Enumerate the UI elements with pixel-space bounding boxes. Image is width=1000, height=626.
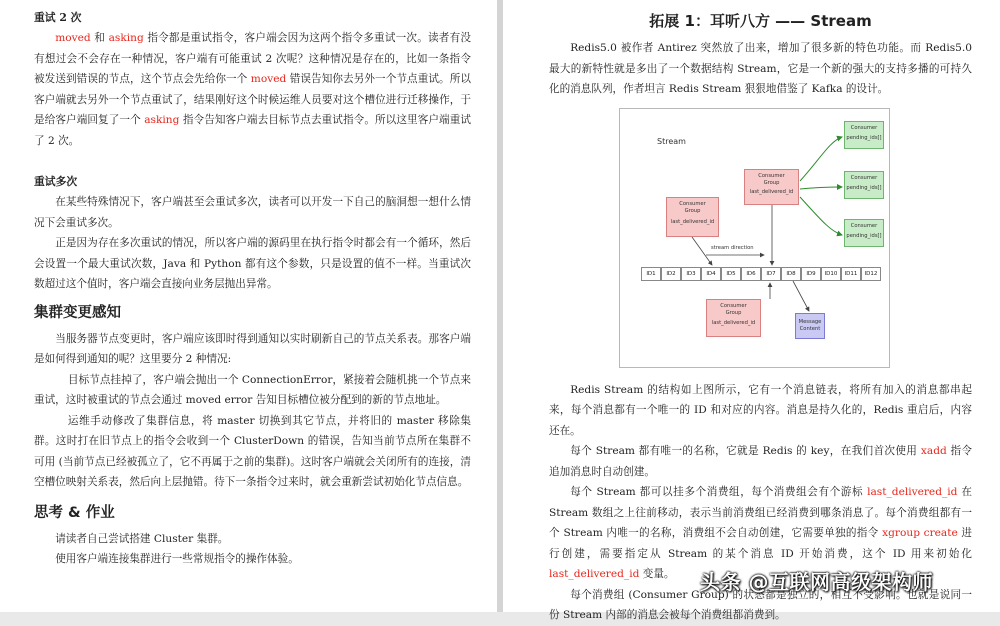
section-title-cluster-change: 集群变更感知	[34, 304, 121, 321]
stream-id-cell: ID7	[761, 267, 781, 281]
paragraph-intro: Redis5.0 被作者 Antirez 突然放了出来，增加了很多新的特色功能。而 Redis5.0 最大的新特性就是多出了一个数据结构 Stream，它是一个新的强大的支持多播的可持久化的消息队列，作者坦言 Redis Stream 狠狠地借鉴了 Kafka 的设计。	[549, 42, 972, 95]
paragraph-stream-key: 每个 Stream 都有唯一的名称，它就是 Redis 的 key，在我们首次使用 xadd 指令追加消息时自动创建。	[549, 445, 973, 478]
code-moved: moved	[55, 32, 91, 44]
consumer-box: Consumer pending_ids[]	[844, 219, 884, 247]
paragraph-cluster-notify: 当服务器节点变更时，客户端应该即时得到通知以实时刷新自己的节点关系表。那客户端是如何得到通知的呢？这里要分 2 种情况:	[34, 332, 471, 365]
stream-id-cell: ID12	[861, 267, 881, 281]
homework-item-2: 使用客户端连接集群进行一些常规指令的操作体验。	[55, 553, 299, 565]
paragraph-retry-twice: moved 和 asking 指令都是重试指令，客户端会因为这两个指令多重试一次。读者有没有想过会不会存在一种情况，客户端有可能重试 2 次呢？这种情况是存在的，比如一条指令被发送到错误的节点，这个节点会先给你一个 moved 错误告知你去另外一个节点重试。所以客户端就去另外一个节点重试了，结果刚好这个时候运维人员要对这个槽位进行迁移操作，于是给客户端回复了一个 asking 指令告知客户端去目标节点去重试指令。所以这里客户端重试了 2 次。	[34, 32, 471, 147]
stream-id-cell: ID2	[661, 267, 681, 281]
arrow-consumer-1	[800, 137, 842, 181]
page-title: 拓展 1：耳听八方 —— Stream	[649, 12, 872, 30]
arrow-consumer-2	[800, 187, 842, 189]
arrow-message	[793, 281, 809, 311]
paragraph-retry-loop: 正是因为存在多次重试的情况，所以客户端的源码里在执行指令时都会有一个循环，然后会设置一个最大重试次数，Java 和 Python 都有这个参数，只是设置的值不一样。当重试次数超过这个值时，客户端会直接向业务层抛出异常。	[34, 237, 471, 290]
stream-id-cell: ID1	[641, 267, 661, 281]
code-last-delivered-id: last_delivered_id	[867, 486, 958, 498]
stream-id-cell: ID9	[801, 267, 821, 281]
paragraph-structure: Redis Stream 的结构如上图所示，它有一个消息链表，将所有加入的消息都串起来，每个消息都有一个唯一的 ID 和对应的内容。消息是持久化的，Redis 重启后，内容还在。	[549, 383, 972, 437]
code-xgroup-create: xgroup create	[882, 527, 958, 539]
code-moved: moved	[250, 73, 287, 85]
consumer-box: Consumer pending_ids[]	[844, 171, 884, 199]
stream-id-cell: ID4	[701, 267, 721, 281]
heading-retry-twice: 重试 2 次	[34, 11, 82, 24]
paragraph-consumer-group-state: 每个消费组 (Consumer Group) 的状态都是独立的，相互不受影响。也就是说同一份 Stream 内部的消息会被每个消费组都消费到。	[549, 588, 972, 621]
paragraph-consumer-groups: 每个 Stream 都可以挂多个消费组，每个消费组会有个游标 last_delivered_id 在 Stream 数组之上往前移动，表示当前消费组已经消费到哪条消息了。每个消费组都有一个 Stream 内唯一的名称，消费组不会自动创建，它需要单独的指令 xgroup create 进行创建，需要指定从 Stream 的某个消息 ID 开始消费，这个 ID 用来初始化 last_delivered_id 变量。	[549, 486, 973, 580]
stream-id-cell: ID11	[841, 267, 861, 281]
watermark-text: 头条 @互联网高级架构师	[700, 570, 933, 594]
paragraph-manual-change: 运维手动修改了集群信息，将 master 切换到其它节点，并将旧的 master 移除集群。这时打在旧节点上的指令会收到一个 ClusterDown 的错误，告知当前节点所在集群不可用 (当前节点已经被孤立了，它不再属于之前的集群)。这时客户端就会关闭所有的连接，清空槽位映射关系表，然后向上层抛错。待下一条指令过来时，就会重新尝试初始化节点信息。	[34, 414, 471, 488]
heading-retry-many: 重试多次	[34, 175, 78, 188]
arrow-consumer-3	[800, 197, 842, 235]
message-content-box: Message Content	[795, 313, 825, 339]
consumer-group-box: Consumer Group last_delivered_id	[744, 169, 799, 205]
stream-diagram	[619, 108, 890, 368]
code-xadd: xadd	[920, 445, 947, 457]
paragraph-node-down: 目标节点挂掉了，客户端会抛出一个 ConnectionError，紧接着会随机挑一个节点来重试，这时被重试的节点会通过 moved error 告知目标槽位被分配到的新的节点地址。	[34, 373, 471, 406]
stream-direction-label: stream direction	[711, 244, 754, 251]
code-last-delivered-id: last_delivered_id	[549, 568, 640, 580]
arrow-cg1	[692, 237, 712, 265]
stream-id-cell: ID8	[781, 267, 801, 281]
stream-id-cell: ID6	[741, 267, 761, 281]
stream-label: Stream	[657, 136, 686, 146]
section-title-homework: 思考 & 作业	[34, 504, 115, 521]
homework-item-1: 请读者自己尝试搭建 Cluster 集群。	[55, 532, 229, 545]
right-page	[503, 0, 1000, 621]
consumer-group-box: Consumer Group last_delivered_id	[666, 197, 719, 237]
left-page	[0, 0, 497, 612]
consumer-box: Consumer pending_ids[]	[844, 121, 884, 149]
code-asking: asking	[144, 114, 180, 126]
code-asking: asking	[108, 32, 144, 44]
stream-id-cell: ID5	[721, 267, 741, 281]
stream-id-cell: ID10	[821, 267, 841, 281]
consumer-group-box: Consumer Group last_delivered_id	[706, 299, 761, 337]
paragraph-retry-many: 在某些特殊情况下，客户端甚至会重试多次，读者可以开发一下自己的脑洞想一想什么情况下会重试多次。	[34, 196, 471, 229]
stream-id-cell: ID3	[681, 267, 701, 281]
